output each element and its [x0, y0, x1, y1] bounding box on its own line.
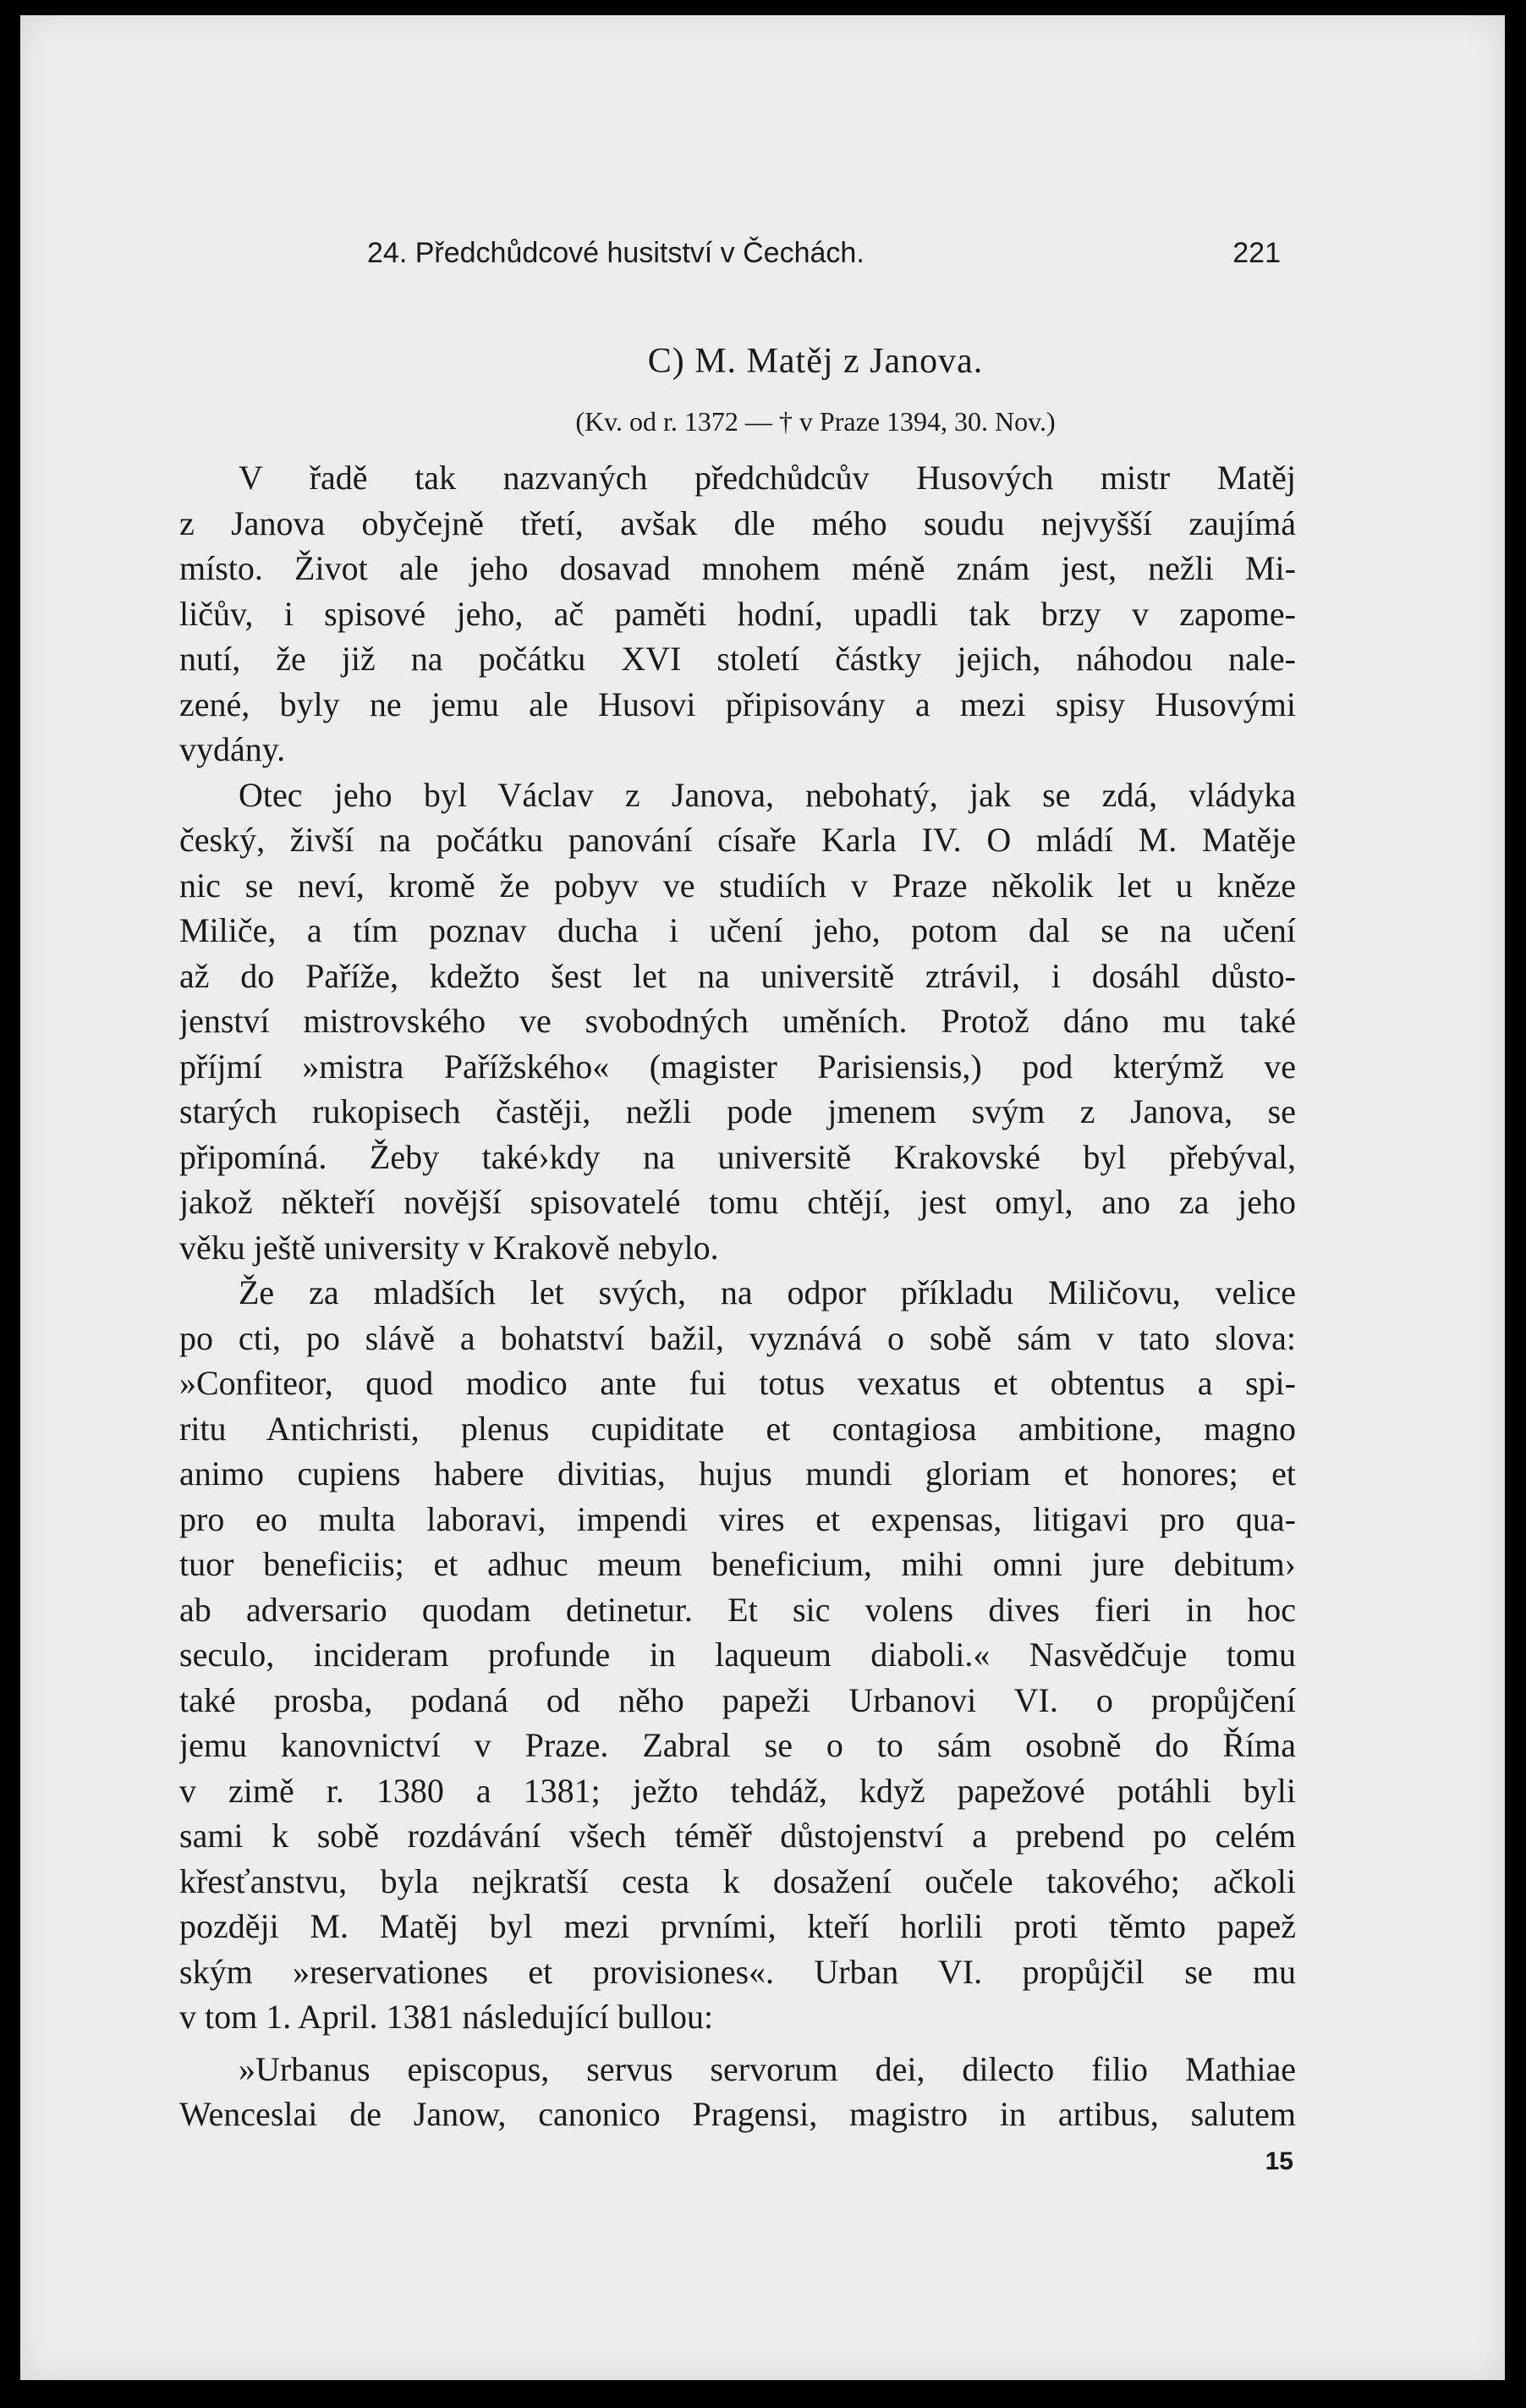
text-line: pro eo multa laboravi, impendi vires et expensas, litigavi pro qua-	[179, 1499, 1296, 1538]
text-line: starých rukopisech častěji, nežli pode jmenem svým z Janova, se	[179, 1092, 1296, 1130]
body-text	[179, 455, 1296, 2137]
text-line: příjmí »mistra Pařížského« (magister Parisiensis,) pod kterýmž ve	[179, 1047, 1296, 1086]
running-head	[367, 237, 1281, 288]
text-line: po cti, po slávě a bohatství bažil, vyznává o sobě sám v tato slova:	[179, 1318, 1296, 1357]
text-line: V řadě tak nazvaných předchůdcův Husových mistr Matěj	[239, 459, 1296, 497]
section-subheading: (Kv. od r. 1372 — † v Praze 1394, 30. Nov.)	[575, 406, 1056, 437]
text-line: ličův, i spisové jeho, ač paměti hodní, upadli tak brzy v zapome-	[179, 594, 1296, 633]
text-line: jakož někteří novější spisovatelé tomu chtějí, jest omyl, ano za jeho	[179, 1183, 1296, 1221]
text-line: až do Paříže, kdežto šest let na universitě ztrávil, i dosáhl důsto-	[179, 956, 1296, 995]
text-line: v tom 1. April. 1381 následující bullou:	[179, 1998, 714, 2036]
section-heading: C) M. Matěj z Janova.	[647, 342, 984, 381]
text-line: jenství mistrovského ve svobodných uměních. Protož dáno mu také	[179, 1002, 1296, 1040]
text-line: Wenceslai de Janow, canonico Pragensi, magistro in artibus, salutem	[179, 2095, 1296, 2133]
signature-mark: 15	[1265, 2147, 1293, 2175]
book-page	[20, 15, 1505, 2380]
text-line: Že za mladších let svých, na odpor příkladu Miličovu, velice	[239, 1273, 1296, 1311]
text-line: český, živší na počátku panování císaře Karla IV. O mládí M. Matěje	[179, 821, 1296, 859]
text-line: Miliče, a tím poznav ducha i učení jeho, potom dal se na učení	[179, 911, 1296, 949]
text-line: také prosba, podaná od něho papeži Urbanovi VI. o propůjčení	[179, 1680, 1296, 1719]
text-line: »Urbanus episcopus, servus servorum dei, dilecto filio Mathiae	[239, 2049, 1296, 2088]
text-line: křesťanstvu, byla nejkratší cesta k dosažení oučele takového; ačkoli	[179, 1861, 1296, 1900]
text-line: tuor beneficiis; et adhuc meum beneficium, mihi omni jure debitum›	[179, 1545, 1296, 1583]
text-line: v zimě r. 1380 a 1381; ježto tehdáž, když papežové potáhli byli	[179, 1771, 1296, 1810]
text-line: ab adversario quodam detinetur. Et sic volens dives fieri in hoc	[179, 1590, 1296, 1629]
text-line: ritu Antichristi, plenus cupiditate et contagiosa ambitione, magno	[179, 1409, 1296, 1448]
text-line: seculo, incideram profunde in laqueum diaboli.« Nasvědčuje tomu	[179, 1636, 1296, 1674]
text-line: připomíná. Žeby také›kdy na universitě Krakovské byl přebýval,	[179, 1137, 1296, 1176]
text-line: jemu kanovnictví v Praze. Zabral se o to sám osobně do Říma	[179, 1726, 1296, 1764]
text-line: z Janova obyčejně třetí, avšak dle mého soudu nejvyšší zaujímá	[179, 503, 1296, 542]
page-number: 221	[1232, 237, 1281, 269]
text-line: ským »reservationes et provisiones«. Urban VI. propůjčil se mu	[179, 1952, 1296, 1991]
text-line: zené, byly ne jemu ale Husovi připisovány a mezi spisy Husovými	[179, 684, 1296, 723]
text-line: později M. Matěj byl mezi prvními, kteří horlili proti těmto papež	[179, 1907, 1296, 1945]
text-line: sami k sobě rozdávání všech téměř důstojenství a prebend po celém	[179, 1817, 1296, 1855]
text-line: nutí, že již na počátku XVI století částky jejich, náhodou nale-	[179, 640, 1296, 678]
text-line: »Confiteor, quod modico ante fui totus vexatus et obtentus a spi-	[179, 1364, 1296, 1402]
running-head-title: 24. Předchůdcové husitství v Čechách.	[367, 237, 865, 269]
text-line: Otec jeho byl Václav z Janova, nebohatý, jak se zdá, vládyka	[239, 775, 1296, 814]
text-line: vydány.	[179, 730, 286, 768]
text-line: nic se neví, kromě že pobyv ve studiích v Praze několik let u kněze	[179, 866, 1296, 904]
text-line: místo. Život ale jeho dosavad mnohem méně znám jest, nežli Mi-	[179, 549, 1296, 587]
text-line: věku ještě university v Krakově nebylo.	[179, 1228, 719, 1267]
text-line: animo cupiens habere divitias, hujus mundi gloriam et honores; et	[179, 1454, 1296, 1493]
